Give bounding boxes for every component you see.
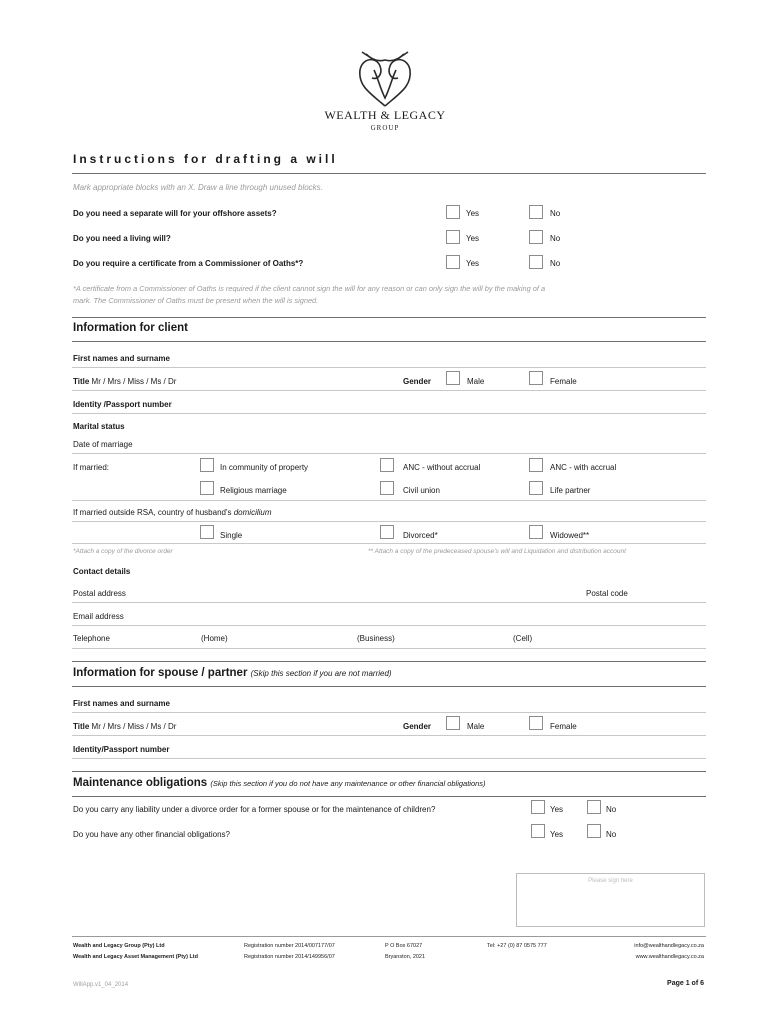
- religious-checkbox[interactable]: [200, 481, 214, 495]
- divorced-checkbox[interactable]: [380, 525, 394, 539]
- client-female-label: Female: [550, 377, 577, 386]
- question-living-will: Do you need a living will?: [73, 234, 171, 243]
- anc-without-checkbox[interactable]: [380, 458, 394, 472]
- title-divider: [72, 173, 706, 174]
- client-male-checkbox[interactable]: [446, 371, 460, 385]
- footer-reg2: Registration number 2014/149956/07: [244, 954, 335, 960]
- footer-po1: P O Box 67027: [385, 943, 423, 949]
- footer-company2: Wealth and Legacy Asset Management (Pty) Ltd: [73, 954, 198, 960]
- maintenance-heading: Maintenance obligations: [73, 777, 208, 789]
- religious-label: Religious marriage: [220, 486, 287, 495]
- living-will-no-checkbox[interactable]: [529, 230, 543, 244]
- client-title-row: [73, 377, 176, 386]
- commissioner-no-checkbox[interactable]: [529, 255, 543, 269]
- client-gender-label: Gender: [403, 377, 432, 386]
- client-male-label: Male: [467, 377, 485, 386]
- maintenance-heading-divider: [72, 796, 706, 797]
- client-marital-status-label: Marital status: [73, 422, 125, 431]
- commissioner-note-line2: mark. The Commissioner of Oaths must be present when the will is signed.: [73, 296, 319, 305]
- page-number: Page 1 of 6: [667, 980, 704, 987]
- spouse-heading-divider: [72, 686, 706, 687]
- life-partner-label: Life partner: [550, 486, 591, 495]
- spouse-female-label: Female: [550, 722, 577, 731]
- telephone-home-label: (Home): [201, 634, 228, 643]
- client-domicilium-label: domicilium: [233, 508, 272, 517]
- spouse-top-divider: [72, 661, 706, 662]
- in-community-label: In community of property: [220, 463, 309, 472]
- spouse-heading-note: (Skip this section if you are not married): [250, 669, 392, 678]
- spouse-title-row: [73, 722, 176, 731]
- spouse-first-names-line: [72, 712, 706, 713]
- question-offshore: Do you need a separate will for your offshore assets?: [73, 209, 277, 218]
- form-code: WillApp.v1_04_2014: [73, 982, 129, 988]
- sign-here-label: Please sign here: [588, 878, 633, 884]
- spouse-title-options: Mr / Mrs / Miss / Ms / Dr: [91, 722, 177, 731]
- anc-with-label: ANC - with accrual: [550, 463, 617, 472]
- client-outside-rsa-line: [72, 521, 706, 522]
- email-line: [72, 625, 706, 626]
- widow-note: ** Attach a copy of the predeceased spouse's will and Liquidation and distribution account: [368, 548, 626, 555]
- maintenance-q1-yes-label: Yes: [550, 805, 564, 814]
- life-partner-checkbox[interactable]: [529, 481, 543, 495]
- question-commissioner: Do you require a certificate from a Commissioner of Oaths*?: [73, 259, 304, 268]
- client-title-line: [72, 390, 706, 391]
- maintenance-q1-no-label: No: [606, 805, 617, 814]
- client-if-married-label: If married:: [73, 463, 110, 472]
- commissioner-note-line1: *A certificate from a Commissioner of Oaths is required if the client cannot sign the will for any reason or can only sign the will by the making of a: [73, 284, 546, 293]
- client-outside-rsa-row: [73, 508, 272, 517]
- client-heading: Information for client: [73, 322, 188, 334]
- spouse-title-label: Title: [73, 722, 90, 731]
- client-title-label: Title: [73, 377, 90, 386]
- postal-address-label: Postal address: [73, 589, 126, 598]
- signature-box[interactable]: [516, 873, 705, 927]
- client-date-of-marriage-label: Date of marriage: [73, 440, 133, 449]
- client-female-checkbox[interactable]: [529, 371, 543, 385]
- client-marriage-type-line: [72, 500, 706, 501]
- page-title: Instructions for drafting a will: [73, 152, 338, 166]
- civil-union-label: Civil union: [403, 486, 440, 495]
- offshore-yes-label: Yes: [466, 209, 480, 218]
- contact-details-label: Contact details: [73, 567, 131, 576]
- widowed-checkbox[interactable]: [529, 525, 543, 539]
- client-first-names-label: First names and surname: [73, 354, 170, 363]
- anc-with-checkbox[interactable]: [529, 458, 543, 472]
- living-will-yes-checkbox[interactable]: [446, 230, 460, 244]
- footer-tel: Tel: +27 (0) 87 0575 777: [487, 943, 547, 949]
- civil-union-checkbox[interactable]: [380, 481, 394, 495]
- anc-without-label: ANC - without accrual: [403, 463, 481, 472]
- telephone-line: [72, 648, 706, 649]
- maintenance-q1-no-checkbox[interactable]: [587, 800, 601, 814]
- living-will-no-label: No: [550, 234, 561, 243]
- footer-divider: [72, 936, 706, 937]
- client-marriage-date-line: [72, 453, 706, 454]
- commissioner-no-label: No: [550, 259, 561, 268]
- logo-subtitle: GROUP: [370, 124, 400, 132]
- client-first-names-line: [72, 367, 706, 368]
- single-checkbox[interactable]: [200, 525, 214, 539]
- maintenance-q2-yes-checkbox[interactable]: [531, 824, 545, 838]
- spouse-title-line: [72, 735, 706, 736]
- maintenance-q1-yes-checkbox[interactable]: [531, 800, 545, 814]
- client-identity-line: [72, 413, 706, 414]
- maintenance-q2-no-checkbox[interactable]: [587, 824, 601, 838]
- client-outside-rsa-label: If married outside RSA, country of husband's: [73, 508, 232, 517]
- telephone-cell-label: (Cell): [513, 634, 533, 643]
- divorced-label: Divorced*: [403, 531, 438, 540]
- spouse-heading: Information for spouse / partner: [73, 667, 248, 679]
- spouse-first-names-label: First names and surname: [73, 699, 170, 708]
- footer-email: info@wealthandlegacy.co.za: [634, 943, 704, 949]
- client-top-divider: [72, 317, 706, 318]
- maintenance-heading-row: [73, 777, 486, 789]
- maintenance-q1: Do you carry any liability under a divorce order for a former spouse or for the maintenance of children?: [73, 805, 436, 814]
- spouse-heading-row: [73, 667, 392, 679]
- email-label: Email address: [73, 612, 124, 621]
- footer-po2: Bryanston, 2021: [385, 954, 426, 960]
- logo-emblem-icon: [300, 48, 470, 110]
- telephone-business-label: (Business): [357, 634, 395, 643]
- single-label: Single: [220, 531, 243, 540]
- company-logo: [300, 48, 470, 138]
- client-identity-label: Identity /Passport number: [73, 400, 172, 409]
- spouse-identity-line: [72, 758, 706, 759]
- divorce-note: *Attach a copy of the divorce order: [73, 548, 173, 555]
- logo-wordmark: WEALTH & LEGACY: [324, 108, 446, 122]
- spouse-male-checkbox[interactable]: [446, 716, 460, 730]
- postal-line: [72, 602, 706, 603]
- maintenance-q2-no-label: No: [606, 830, 617, 839]
- living-will-yes-label: Yes: [466, 234, 480, 243]
- commissioner-yes-checkbox[interactable]: [446, 255, 460, 269]
- offshore-no-checkbox[interactable]: [529, 205, 543, 219]
- postal-code-label: Postal code: [586, 589, 628, 598]
- maintenance-q2-yes-label: Yes: [550, 830, 564, 839]
- client-title-options: Mr / Mrs / Miss / Ms / Dr: [91, 377, 177, 386]
- footer-company1: Wealth and Legacy Group (Pty) Ltd: [73, 943, 165, 949]
- client-heading-divider: [72, 341, 706, 342]
- offshore-no-label: No: [550, 209, 561, 218]
- offshore-yes-checkbox[interactable]: [446, 205, 460, 219]
- client-status-line: [72, 543, 706, 544]
- telephone-label: Telephone: [73, 634, 110, 643]
- spouse-female-checkbox[interactable]: [529, 716, 543, 730]
- commissioner-yes-label: Yes: [466, 259, 480, 268]
- in-community-checkbox[interactable]: [200, 458, 214, 472]
- maintenance-q2: Do you have any other financial obligations?: [73, 830, 230, 839]
- footer-reg1: Registration number 2014/007177/07: [244, 943, 335, 949]
- maintenance-top-divider: [72, 771, 706, 772]
- footer-web: www.wealthandlegacy.co.za: [635, 954, 704, 960]
- spouse-gender-label: Gender: [403, 722, 432, 731]
- spouse-identity-label: Identity/Passport number: [73, 745, 170, 754]
- spouse-male-label: Male: [467, 722, 485, 731]
- widowed-label: Widowed**: [550, 531, 590, 540]
- instruction-text: Mark appropriate blocks with an X. Draw a line through unused blocks.: [73, 183, 323, 192]
- maintenance-heading-note: (Skip this section if you do not have any maintenance or other financial obligations): [210, 779, 486, 788]
